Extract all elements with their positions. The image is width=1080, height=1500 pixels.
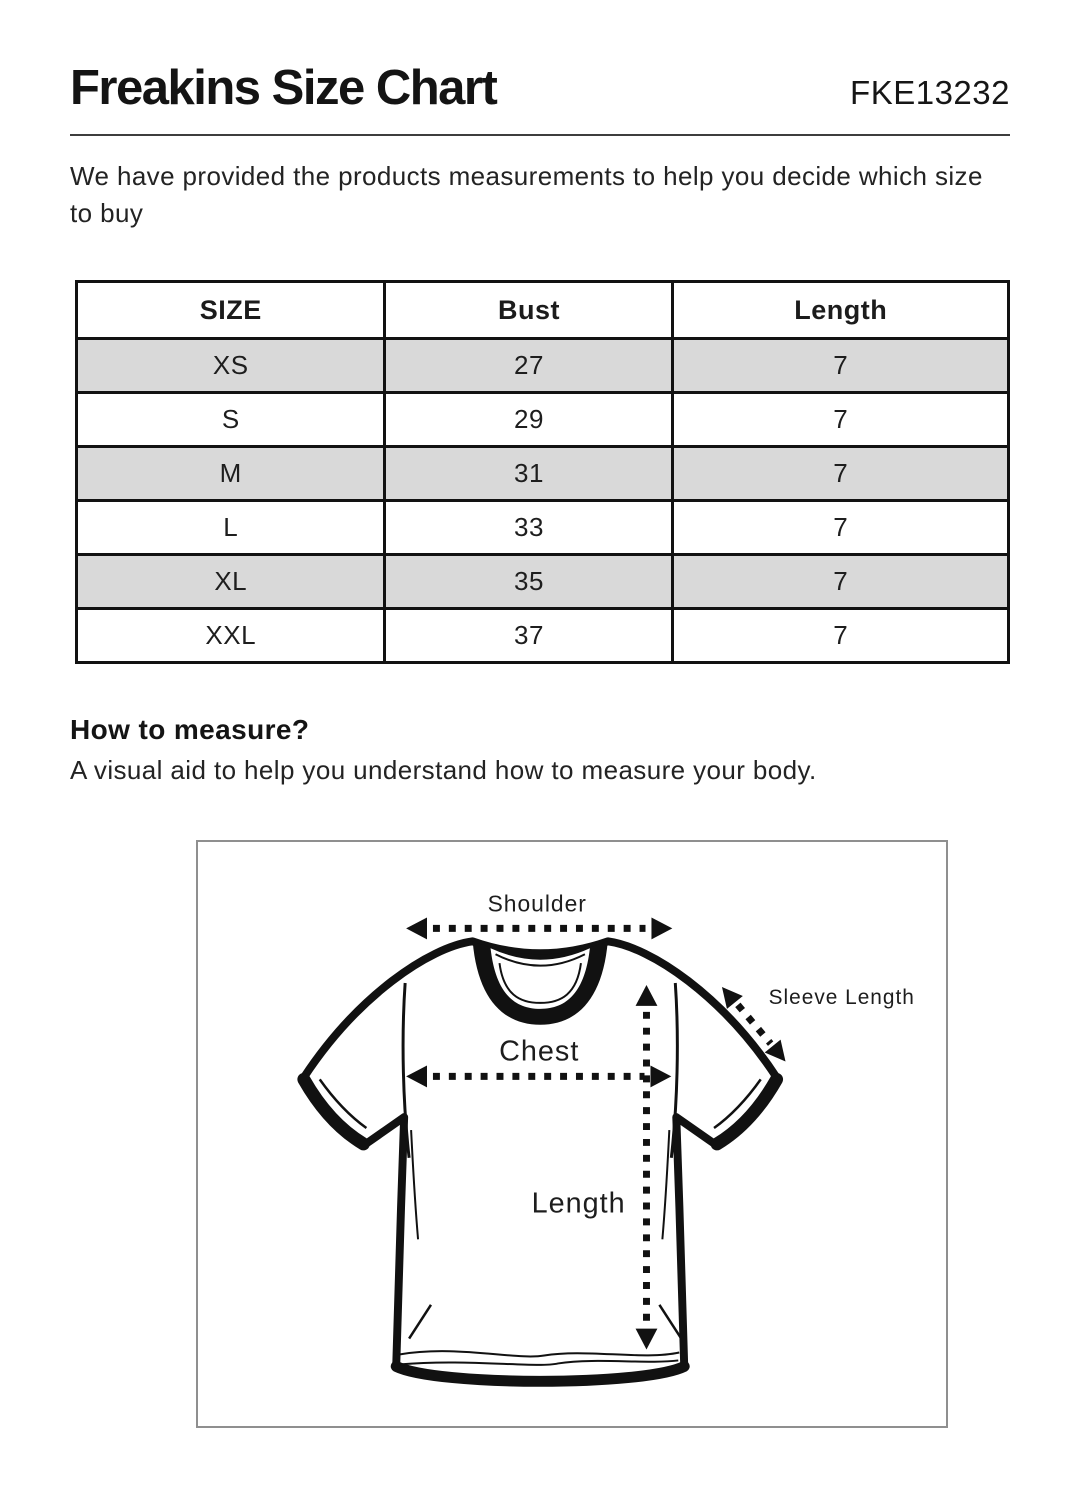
cell-length: 7 xyxy=(673,339,1009,393)
page-title: Freakins Size Chart xyxy=(70,61,497,115)
cell-bust: 27 xyxy=(385,339,673,393)
table-row xyxy=(77,555,1009,609)
table-row xyxy=(77,609,1009,663)
cell-bust: 31 xyxy=(385,447,673,501)
cell-length: 7 xyxy=(673,609,1009,663)
cell-size: XL xyxy=(77,555,385,609)
measurement-diagram xyxy=(196,840,948,1428)
table-row xyxy=(77,339,1009,393)
shoulder-label: Shoulder xyxy=(487,890,587,917)
table-row xyxy=(77,501,1009,555)
sleeve-length-label: Sleeve Length xyxy=(768,986,915,1010)
product-code: FKE13232 xyxy=(850,74,1010,111)
cell-bust: 33 xyxy=(385,501,673,555)
chest-label: Chest xyxy=(499,1035,580,1068)
cell-bust: 35 xyxy=(385,555,673,609)
intro-text: We have provided the products measurements to help you decide which size to buy xyxy=(70,161,983,229)
cell-bust: 29 xyxy=(385,393,673,447)
tshirt-diagram-svg xyxy=(198,842,946,1426)
tshirt-illustration xyxy=(304,941,777,1381)
how-to-measure-heading: How to measure? xyxy=(70,714,310,746)
shoulder-measure-arrow xyxy=(406,918,672,940)
table-row xyxy=(77,393,1009,447)
column-header-size: SIZE xyxy=(77,282,385,339)
cell-length: 7 xyxy=(673,447,1009,501)
cell-length: 7 xyxy=(673,393,1009,447)
page-header xyxy=(70,60,1010,116)
table-row xyxy=(77,447,1009,501)
length-label: Length xyxy=(531,1187,626,1220)
column-header-bust: Bust xyxy=(385,282,673,339)
cell-size: M xyxy=(77,447,385,501)
cell-size: XS xyxy=(77,339,385,393)
header-divider xyxy=(70,134,1010,136)
how-to-measure-subtitle: A visual aid to help you understand how to measure your body. xyxy=(70,755,817,786)
cell-bust: 37 xyxy=(385,609,673,663)
size-table xyxy=(75,280,1010,664)
size-table-header-row xyxy=(77,282,1009,339)
cell-length: 7 xyxy=(673,555,1009,609)
cell-length: 7 xyxy=(673,501,1009,555)
column-header-length: Length xyxy=(673,282,1009,339)
cell-size: S xyxy=(77,393,385,447)
cell-size: XXL xyxy=(77,609,385,663)
cell-size: L xyxy=(77,501,385,555)
